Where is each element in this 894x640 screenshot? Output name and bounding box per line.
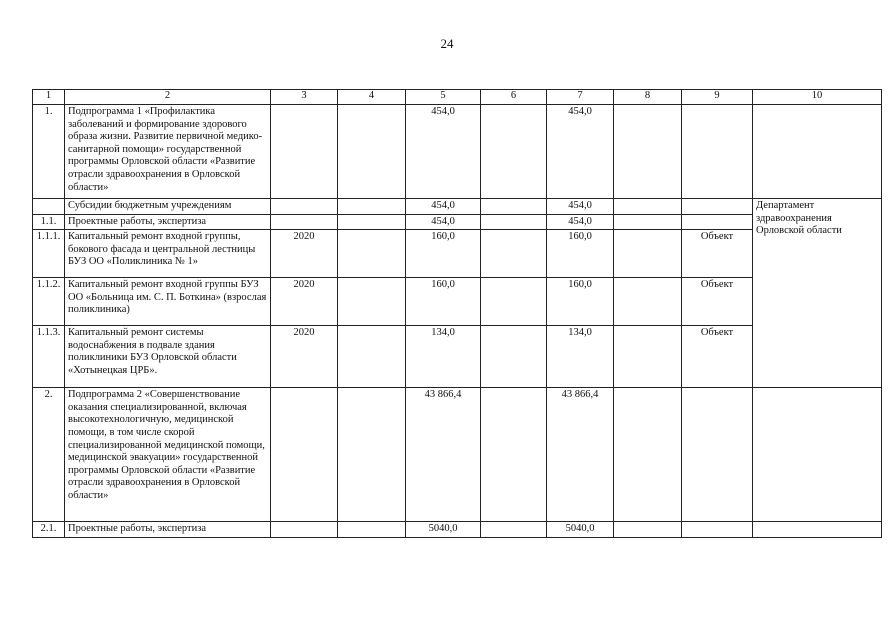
value-cell: 454,0: [406, 105, 481, 199]
row-number: 2.: [33, 388, 65, 522]
row-number: 1.1.3.: [33, 326, 65, 388]
header-cell: 10: [753, 90, 882, 105]
cell: [338, 105, 406, 199]
cell: [338, 230, 406, 278]
unit-cell: [682, 522, 753, 538]
cell: [481, 230, 547, 278]
budget-table: [32, 89, 882, 538]
cell: [481, 388, 547, 522]
cell: [614, 388, 682, 522]
row-number: 1.1.1.: [33, 230, 65, 278]
year-cell: [271, 522, 338, 538]
row-number: 2.1.: [33, 522, 65, 538]
year-cell: 2020: [271, 326, 338, 388]
row-name: Субсидии бюджетным учреждениям: [65, 199, 271, 215]
cell: [614, 522, 682, 538]
header-cell: 4: [338, 90, 406, 105]
value-cell: 160,0: [547, 278, 614, 326]
header-row: [33, 90, 882, 105]
row-number: 1.: [33, 105, 65, 199]
cell: [338, 214, 406, 230]
cell: [614, 230, 682, 278]
table-row: [33, 105, 882, 199]
page-number: 24: [440, 36, 454, 51]
row-name: Капитальный ремонт входной группы, бокового фасада и центральной лестницы БУЗ ОО «Поликлиника № 1»: [65, 230, 271, 278]
value-cell: 134,0: [406, 326, 481, 388]
cell: [481, 105, 547, 199]
table-row: [33, 199, 882, 215]
row-number: [33, 199, 65, 215]
table-row: [33, 388, 882, 522]
row-number: 1.1.: [33, 214, 65, 230]
value-cell: 134,0: [547, 326, 614, 388]
year-cell: [271, 105, 338, 199]
row-name: Капитальный ремонт системы водоснабжения в подвале здания поликлиники БУЗ Орловской области «Хотынецкая ЦРБ».: [65, 326, 271, 388]
unit-cell: [682, 214, 753, 230]
cell: [614, 326, 682, 388]
cell: [481, 214, 547, 230]
year-cell: 2020: [271, 278, 338, 326]
year-cell: [271, 199, 338, 215]
cell: [614, 278, 682, 326]
year-cell: [271, 388, 338, 522]
header-cell: 6: [481, 90, 547, 105]
value-cell: 5040,0: [406, 522, 481, 538]
header-cell: 9: [682, 90, 753, 105]
cell: [753, 388, 882, 522]
header-cell: 7: [547, 90, 614, 105]
unit-cell: Объект: [682, 326, 753, 388]
unit-cell: Объект: [682, 278, 753, 326]
cell: [614, 214, 682, 230]
year-cell: [271, 214, 338, 230]
cell: [614, 199, 682, 215]
row-name: Проектные работы, экспертиза: [65, 522, 271, 538]
cell: [753, 522, 882, 538]
header-cell: 8: [614, 90, 682, 105]
cell: [481, 326, 547, 388]
row-number: 1.1.2.: [33, 278, 65, 326]
cell: [481, 522, 547, 538]
row-name: Подпрограмма 1 «Профилактика заболеваний и формирование здорового образа жизни. Развитие первичной медико-санитарной помощи» государственной программы Орловской области «Развитие отрасли здравоохранения в Орловской области»: [65, 105, 271, 199]
header-cell: 5: [406, 90, 481, 105]
value-cell: 454,0: [406, 199, 481, 215]
cell: [338, 522, 406, 538]
year-cell: 2020: [271, 230, 338, 278]
value-cell: 454,0: [547, 199, 614, 215]
cell: [338, 326, 406, 388]
row-name: Подпрограмма 2 «Совершенствование оказания специализированной, включая высокотехнологичную, медицинской помощи, в том числе скорой специализированной медицинской помощи, медицинской эвакуации» государственной программы Орловской области «Развитие отрасли здравоохранения в Орловской области»: [65, 388, 271, 522]
cell: [753, 105, 882, 199]
value-cell: 5040,0: [547, 522, 614, 538]
value-cell: 160,0: [406, 278, 481, 326]
cell: [338, 278, 406, 326]
value-cell: 454,0: [406, 214, 481, 230]
header-cell: 1: [33, 90, 65, 105]
responsible-department: Департамент здравоохранения Орловской области: [753, 199, 882, 388]
cell: [338, 199, 406, 215]
value-cell: 160,0: [547, 230, 614, 278]
cell: [481, 278, 547, 326]
cell: [338, 388, 406, 522]
value-cell: 454,0: [547, 105, 614, 199]
header-cell: 2: [65, 90, 271, 105]
value-cell: 43 866,4: [406, 388, 481, 522]
header-cell: 3: [271, 90, 338, 105]
cell: [481, 199, 547, 215]
unit-cell: Объект: [682, 230, 753, 278]
cell: [614, 105, 682, 199]
unit-cell: [682, 105, 753, 199]
table-row: [33, 522, 882, 538]
row-name: Проектные работы, экспертиза: [65, 214, 271, 230]
unit-cell: [682, 199, 753, 215]
value-cell: 43 866,4: [547, 388, 614, 522]
row-name: Капитальный ремонт входной группы БУЗ ОО «Больница им. С. П. Боткина» (взрослая поликлиника): [65, 278, 271, 326]
unit-cell: [682, 388, 753, 522]
value-cell: 160,0: [406, 230, 481, 278]
value-cell: 454,0: [547, 214, 614, 230]
